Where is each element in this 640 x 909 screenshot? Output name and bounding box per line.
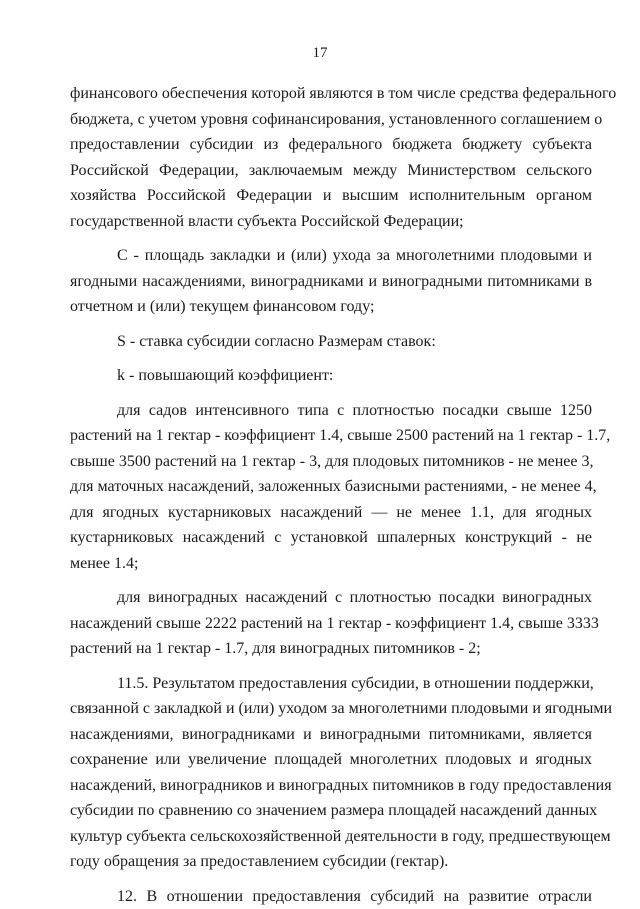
document-body bbox=[70, 81, 592, 909]
text-line: насаждений свыше 2222 растений на 1 гектар - коэффициент 1.4, свыше 3333 bbox=[70, 611, 592, 637]
text-line: культур субъекта сельскохозяйственной деятельности в году, предшествующем bbox=[70, 824, 592, 850]
text-line: для виноградных насаждений с плотностью посадки виноградных bbox=[70, 585, 592, 611]
text-line: S - ставка субсидии согласно Размерам ставок: bbox=[70, 329, 592, 355]
text-line: для маточных насаждений, заложенных базисными растениями, - не менее 4, bbox=[70, 474, 592, 500]
text-line: ягодными насаждениями, виноградниками и виноградными питомниками в bbox=[70, 269, 592, 295]
text-line: k - повышающий коэффициент: bbox=[70, 363, 592, 389]
text-line: растений на 1 гектар - 1.7, для виноградных питомников - 2; bbox=[70, 636, 592, 662]
text-line: сохранение или увеличение площадей многолетних плодовых и ягодных bbox=[70, 747, 592, 773]
text-line: растений на 1 гектар - коэффициент 1.4, свыше 2500 растений на 1 гектар - 1.7, bbox=[70, 423, 592, 449]
text-line: 11.5. Результатом предоставления субсидии, в отношении поддержки, bbox=[70, 671, 592, 697]
text-line: бюджета, с учетом уровня софинансирования, установленного соглашением о bbox=[70, 107, 592, 133]
text-line: для ягодных кустарниковых насаждений — не менее 1.1, для ягодных bbox=[70, 500, 592, 526]
text-line: году обращения за предоставлением субсидии (гектар). bbox=[70, 849, 592, 875]
text-line: C - площадь закладки и (или) ухода за многолетними плодовыми и bbox=[70, 243, 592, 269]
text-line: предоставлении субсидии из федерального бюджета бюджету субъекта bbox=[70, 132, 592, 158]
text-line: насаждений, виноградников и виноградных питомников в году предоставления bbox=[70, 773, 592, 799]
text-line: финансового обеспечения которой являются в том числе средства федерального bbox=[70, 81, 592, 107]
text-line: Российской Федерации, заключаемым между Министерством сельского bbox=[70, 158, 592, 184]
text-line: менее 1.4; bbox=[70, 551, 592, 577]
text-line: отчетном и (или) текущем финансовом году; bbox=[70, 294, 592, 320]
text-line: хозяйства Российской Федерации и высшим исполнительным органом bbox=[70, 183, 592, 209]
text-line: свыше 3500 растений на 1 гектар - 3, для плодовых питомников - не менее 3, bbox=[70, 449, 592, 475]
text-line: насаждениями, виноградниками и виноградными питомниками, является bbox=[70, 722, 592, 748]
text-line: государственной власти субъекта Российской Федерации; bbox=[70, 209, 592, 235]
text-line: для садов интенсивного типа с плотностью посадки свыше 1250 bbox=[70, 398, 592, 424]
text-line: 12. В отношении предоставления субсидий на развитие отрасли bbox=[70, 884, 592, 909]
text-line: связанной с закладкой и (или) уходом за многолетними плодовыми и ягодными bbox=[70, 696, 592, 722]
text-line: кустарниковых насаждений с установкой шпалерных конструкций - не bbox=[70, 525, 592, 551]
page-number: 17 bbox=[0, 45, 640, 62]
text-line: субсидии по сравнению со значением размера площадей насаждений данных bbox=[70, 798, 592, 824]
